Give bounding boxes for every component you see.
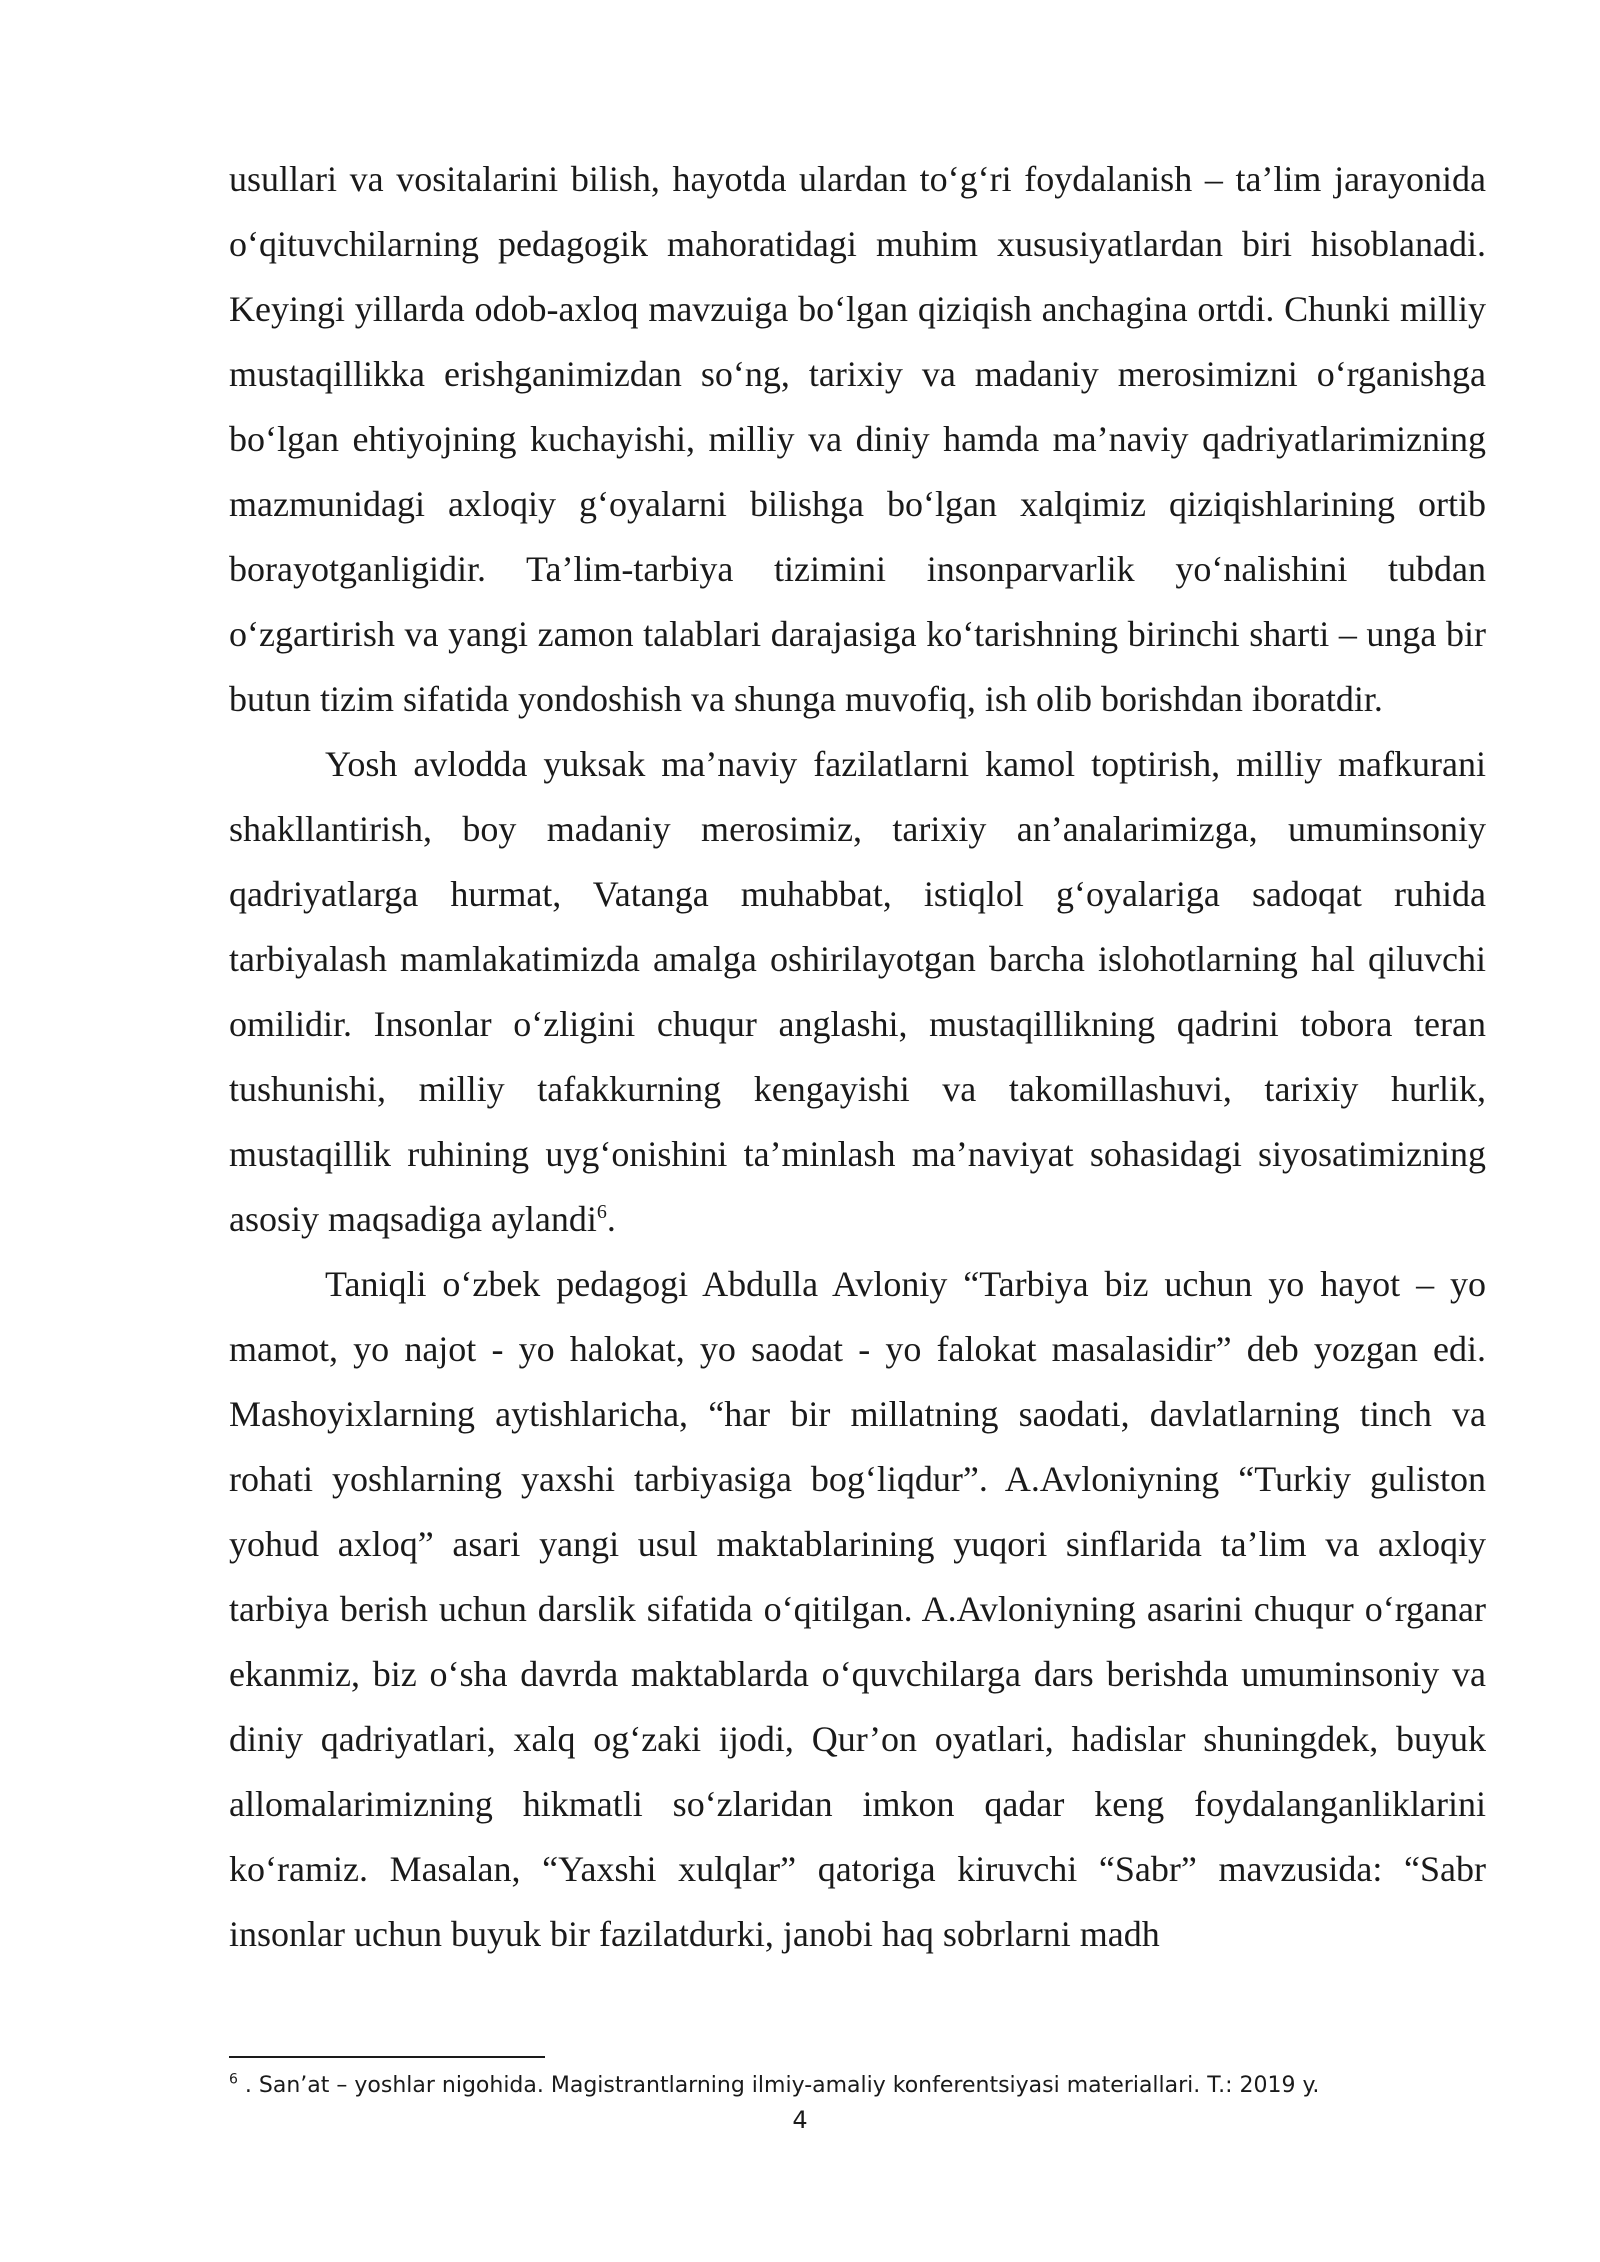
paragraph-2-end: .	[606, 1199, 616, 1239]
paragraph-1	[229, 147, 1486, 732]
footnote-reference[interactable]: 6	[596, 1201, 607, 1223]
footnote-separator	[229, 2056, 545, 2058]
footnote	[229, 2070, 1486, 2102]
paragraph-1-text: usullari va vositalarini bilish, hayotda ulardan to‘g‘ri foydalanish – ta’lim jarayonida o‘qituvchilarning pedagogik mahoratidagi muhim xususiyatlardan biri hisoblanadi. Keyingi yillarda odob-axloq mavzuiga bo‘lgan qiziqish anchagina ortdi. Chunki milliy mustaqillikka erishganimizdan so‘ng, tarixiy va madaniy merosimizni o‘rganishga bo‘lgan ehtiyojning kuchayishi, milliy va diniy hamda ma’naviy qadriyatlarimizning mazmunidagi axloqiy g‘oyalarni bilishga bo‘lgan xalqimiz qiziqishlarining ortib borayotganligidir. Ta’lim-tarbiya tizimini insonparvarlik yo‘nalishini tubdan o‘zgartirish va yangi zamon talablari darajasiga ko‘tarishning birinchi sharti – unga bir butun tizim sifatida yondoshish va shunga muvofiq, ish olib borishdan iboratdir.	[229, 159, 1486, 719]
footnote-text: . San’at – yoshlar nigohida. Magistrantlarning ilmiy-amaliy konferentsiyasi materiallari. T.: 2019 y.	[237, 2073, 1320, 2098]
footnote-mark: 6	[229, 2071, 238, 2088]
page-number: 4	[792, 2106, 808, 2134]
paragraph-3	[229, 1252, 1486, 1967]
body-text	[229, 147, 1486, 1967]
paragraph-3-text: Taniqli o‘zbek pedagogi Abdulla Avloniy “Tarbiya biz uchun yo hayot – yo mamot, yo najot - yo halokat, yo saodat - yo falokat masalasidir” deb yozgan edi. Mashoyixlarning aytishlaricha, “har bir millatning saodati, davlatlarning tinch va rohati yoshlarning yaxshi tarbiyasiga bog‘liqdur”. A.Avloniyning “Turkiy guliston yohud axloq” asari yangi usul maktablarining yuqori sinflarida ta’lim va axloqiy tarbiya berish uchun darslik sifatida o‘qitilgan. A.Avloniyning asarini chuqur o‘rganar ekanmiz, biz o‘sha davrda maktablarda o‘quvchilarga dars berishda umuminsoniy va diniy qadriyatlari, xalq og‘zaki ijodi, Qur’on oyatlari, hadislar shuningdek, buyuk allomalarimizning hikmatli so‘zlaridan imkon qadar keng foydalanganliklarini ko‘ramiz. Masalan, “Yaxshi xulqlar” qatoriga kiruvchi “Sabr” mavzusida: “Sabr insonlar uchun buyuk bir fazilatdurki, janobi haq sobrlarni madh	[229, 1264, 1486, 1954]
paragraph-2-text: Yosh avlodda yuksak ma’naviy fazilatlarni kamol toptirish, milliy mafkurani shakllantirish, boy madaniy merosimiz, tarixiy an’analarimizga, umuminsoniy qadriyatlarga hurmat, Vatanga muhabbat, istiqlol g‘oyalariga sadoqat ruhida tarbiyalash mamlakatimizda amalga oshirilayotgan barcha islohotlarning hal qiluvchi omilidir. Insonlar o‘zligini chuqur anglashi, mustaqillikning qadrini tobora teran tushunishi, milliy tafakkurning kengayishi va takomillashuvi, tarixiy hurlik, mustaqillik ruhining uyg‘onishini ta’minlash ma’naviyat sohasidagi siyosatimizning asosiy maqsadiga aylandi	[229, 744, 1486, 1239]
paragraph-2	[229, 732, 1486, 1252]
